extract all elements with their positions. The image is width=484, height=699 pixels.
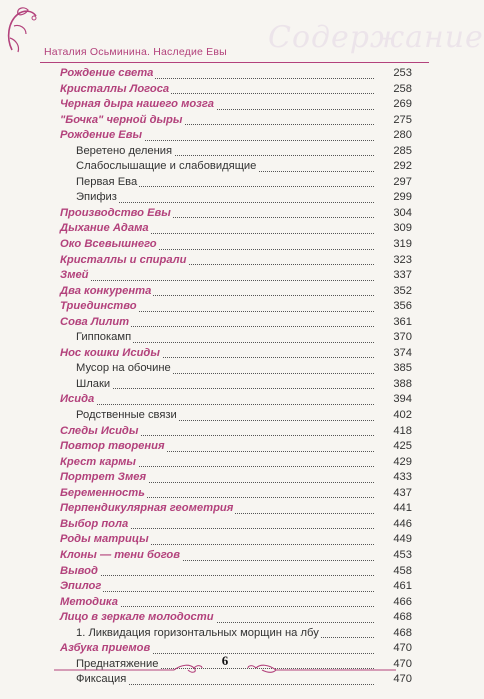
toc-entry-title: Око Всевышнего bbox=[60, 238, 157, 251]
toc-entry-title: 1. Ликвидация горизонтальных морщин на лбу bbox=[76, 626, 319, 639]
toc-entry-page: 299 bbox=[393, 191, 412, 204]
toc-entry-page: 361 bbox=[393, 315, 412, 328]
toc-entry bbox=[60, 392, 412, 408]
toc-entry-title: Фиксация bbox=[76, 673, 127, 686]
toc-entry bbox=[60, 377, 412, 393]
toc-entry-page: 374 bbox=[393, 346, 412, 359]
toc-entry-page: 297 bbox=[393, 175, 412, 188]
toc-entry-title: Клоны — тени богов bbox=[60, 548, 181, 561]
toc-entry-page: 470 bbox=[393, 657, 412, 670]
toc-entry bbox=[60, 532, 412, 548]
toc-entry bbox=[60, 641, 412, 657]
toc-entry-page: 394 bbox=[393, 393, 412, 406]
toc-entry bbox=[60, 424, 412, 440]
toc-entry-title: Первая Ева bbox=[76, 175, 138, 188]
dot-leader bbox=[60, 280, 374, 281]
toc-entry-page: 402 bbox=[393, 409, 412, 422]
toc-entry-page: 356 bbox=[393, 300, 412, 313]
toc-entry bbox=[60, 346, 412, 362]
toc-entry-page: 461 bbox=[393, 580, 412, 593]
toc-entry bbox=[60, 237, 412, 253]
toc-entry-title: Следы Исиды bbox=[60, 424, 139, 437]
toc-entry-title: Эпилог bbox=[60, 580, 102, 593]
toc-entry-title: Производство Евы bbox=[60, 206, 171, 219]
dot-leader bbox=[76, 388, 374, 389]
toc-entry-title: Портрет Змея bbox=[60, 471, 147, 484]
toc-entry bbox=[60, 361, 412, 377]
toc-entry-page: 337 bbox=[393, 269, 412, 282]
toc-entry-page: 433 bbox=[393, 471, 412, 484]
toc-entry bbox=[60, 408, 412, 424]
toc-entry-title: Рождение света bbox=[60, 67, 154, 79]
toc-entry bbox=[60, 486, 412, 502]
toc-entry-title: Сова Лилит bbox=[60, 315, 130, 328]
dot-leader bbox=[60, 575, 374, 576]
dot-leader bbox=[60, 591, 374, 592]
toc-entry-title: Лицо в зеркале молодости bbox=[60, 611, 214, 624]
toc-entry-title: Слабослышащие и слабовидящие bbox=[76, 160, 257, 173]
toc-entry-title: Азбука приемов bbox=[60, 642, 151, 655]
toc-entry bbox=[60, 330, 412, 346]
toc-entry-page: 418 bbox=[393, 424, 412, 437]
toc-entry-title: Преднатяжение bbox=[76, 657, 159, 670]
header-divider bbox=[40, 62, 429, 63]
toc-entry bbox=[60, 144, 412, 160]
toc-entry-page: 385 bbox=[393, 362, 412, 375]
toc-entry bbox=[60, 190, 412, 206]
toc-entry bbox=[60, 284, 412, 300]
toc-entry-page: 269 bbox=[393, 98, 412, 111]
toc-entry-title: Выбор пола bbox=[60, 517, 129, 530]
footer-ornament-left-icon bbox=[54, 662, 204, 674]
page-number: 6 bbox=[221, 653, 229, 668]
toc-entry bbox=[60, 470, 412, 486]
floral-ornament-icon bbox=[4, 4, 44, 54]
toc-entry bbox=[60, 595, 412, 611]
toc-entry-page: 466 bbox=[393, 595, 412, 608]
toc-entry-title: Рождение Евы bbox=[60, 129, 143, 142]
toc-entry-page: 470 bbox=[393, 642, 412, 655]
toc-entry-page: 352 bbox=[393, 284, 412, 297]
dot-leader bbox=[60, 404, 374, 405]
contents-watermark: Содержание bbox=[268, 20, 484, 55]
toc-entry-title: Дыхание Адама bbox=[60, 222, 149, 235]
toc-entry-page: 304 bbox=[393, 206, 412, 219]
toc-entry-title: Вывод bbox=[60, 564, 98, 577]
toc-entry-page: 468 bbox=[393, 611, 412, 624]
toc-entry-title: Эпифиз bbox=[76, 191, 117, 204]
toc-entry bbox=[60, 221, 412, 237]
toc-entry bbox=[60, 206, 412, 222]
toc-entry-page: 468 bbox=[393, 626, 412, 639]
toc-entry-page: 453 bbox=[393, 548, 412, 561]
toc-entry-title: Беременность bbox=[60, 486, 145, 499]
toc-entry-page: 275 bbox=[393, 113, 412, 126]
toc-entry-title: Повтор творения bbox=[60, 440, 165, 453]
toc-entry bbox=[60, 113, 412, 129]
toc-entry-page: 258 bbox=[393, 82, 412, 95]
toc-entry bbox=[60, 517, 412, 533]
toc-entry-page: 253 bbox=[393, 67, 412, 79]
toc-entry-page: 309 bbox=[393, 222, 412, 235]
toc-entry-page: 388 bbox=[393, 377, 412, 390]
toc-entry bbox=[60, 610, 412, 626]
toc-entry-page: 370 bbox=[393, 331, 412, 344]
toc-entry bbox=[60, 253, 412, 269]
toc-entry-title: Исида bbox=[60, 393, 95, 406]
toc-entry-page: 285 bbox=[393, 144, 412, 157]
toc-entry-title: Кристаллы и спирали bbox=[60, 253, 187, 266]
toc-entry-title: Гиппокамп bbox=[76, 331, 132, 344]
toc-entry-page: 446 bbox=[393, 517, 412, 530]
toc-entry bbox=[60, 564, 412, 580]
toc-entry-page: 449 bbox=[393, 533, 412, 546]
toc-entry-page: 437 bbox=[393, 486, 412, 499]
toc-entry-page: 280 bbox=[393, 129, 412, 142]
toc-entry-title: Шлаки bbox=[76, 377, 111, 390]
toc-entry-title: Мусор на обочине bbox=[76, 362, 171, 375]
toc-entry bbox=[60, 501, 412, 517]
toc-entry-page: 319 bbox=[393, 238, 412, 251]
toc-entry-page: 441 bbox=[393, 502, 412, 515]
toc-entry bbox=[60, 455, 412, 471]
toc-entry bbox=[60, 315, 412, 331]
toc-entry-page: 458 bbox=[393, 564, 412, 577]
toc-entry-title: "Бочка" черной дыры bbox=[60, 113, 183, 126]
toc-entry-page: 429 bbox=[393, 455, 412, 468]
table-of-contents bbox=[60, 66, 412, 688]
toc-entry bbox=[60, 579, 412, 595]
toc-entry-title: Два конкурента bbox=[60, 284, 152, 297]
footer-ornament-right-icon bbox=[246, 662, 396, 674]
toc-entry bbox=[60, 128, 412, 144]
toc-entry-title: Роды матрицы bbox=[60, 533, 149, 546]
toc-entry bbox=[60, 66, 412, 82]
toc-entry bbox=[60, 268, 412, 284]
toc-entry bbox=[60, 626, 412, 642]
toc-entry-title: Методика bbox=[60, 595, 118, 608]
toc-entry bbox=[60, 548, 412, 564]
toc-entry-title: Веретено деления bbox=[76, 144, 173, 157]
toc-entry bbox=[60, 672, 412, 688]
toc-entry-title: Нос кошки Исиды bbox=[60, 346, 160, 359]
running-header: Наталия Осьминина. Наследие Евы bbox=[44, 46, 227, 58]
toc-entry-title: Крест кармы bbox=[60, 455, 136, 468]
toc-entry-title: Триединство bbox=[60, 300, 137, 313]
toc-entry-page: 292 bbox=[393, 160, 412, 173]
toc-entry bbox=[60, 299, 412, 315]
toc-entry-page: 323 bbox=[393, 253, 412, 266]
toc-entry bbox=[60, 439, 412, 455]
toc-entry bbox=[60, 97, 412, 113]
toc-entry-title: Перпендикулярная геометрия bbox=[60, 502, 234, 515]
toc-entry bbox=[60, 159, 412, 175]
toc-entry-title: Черная дыра нашего мозга bbox=[60, 98, 214, 111]
toc-entry-page: 470 bbox=[393, 673, 412, 686]
toc-entry-title: Кристаллы Логоса bbox=[60, 82, 170, 95]
toc-entry-page: 425 bbox=[393, 440, 412, 453]
toc-entry-title: Родственные связи bbox=[76, 409, 177, 422]
toc-entry-title: Змей bbox=[60, 269, 89, 282]
toc-entry bbox=[60, 175, 412, 191]
toc-entry bbox=[60, 82, 412, 98]
